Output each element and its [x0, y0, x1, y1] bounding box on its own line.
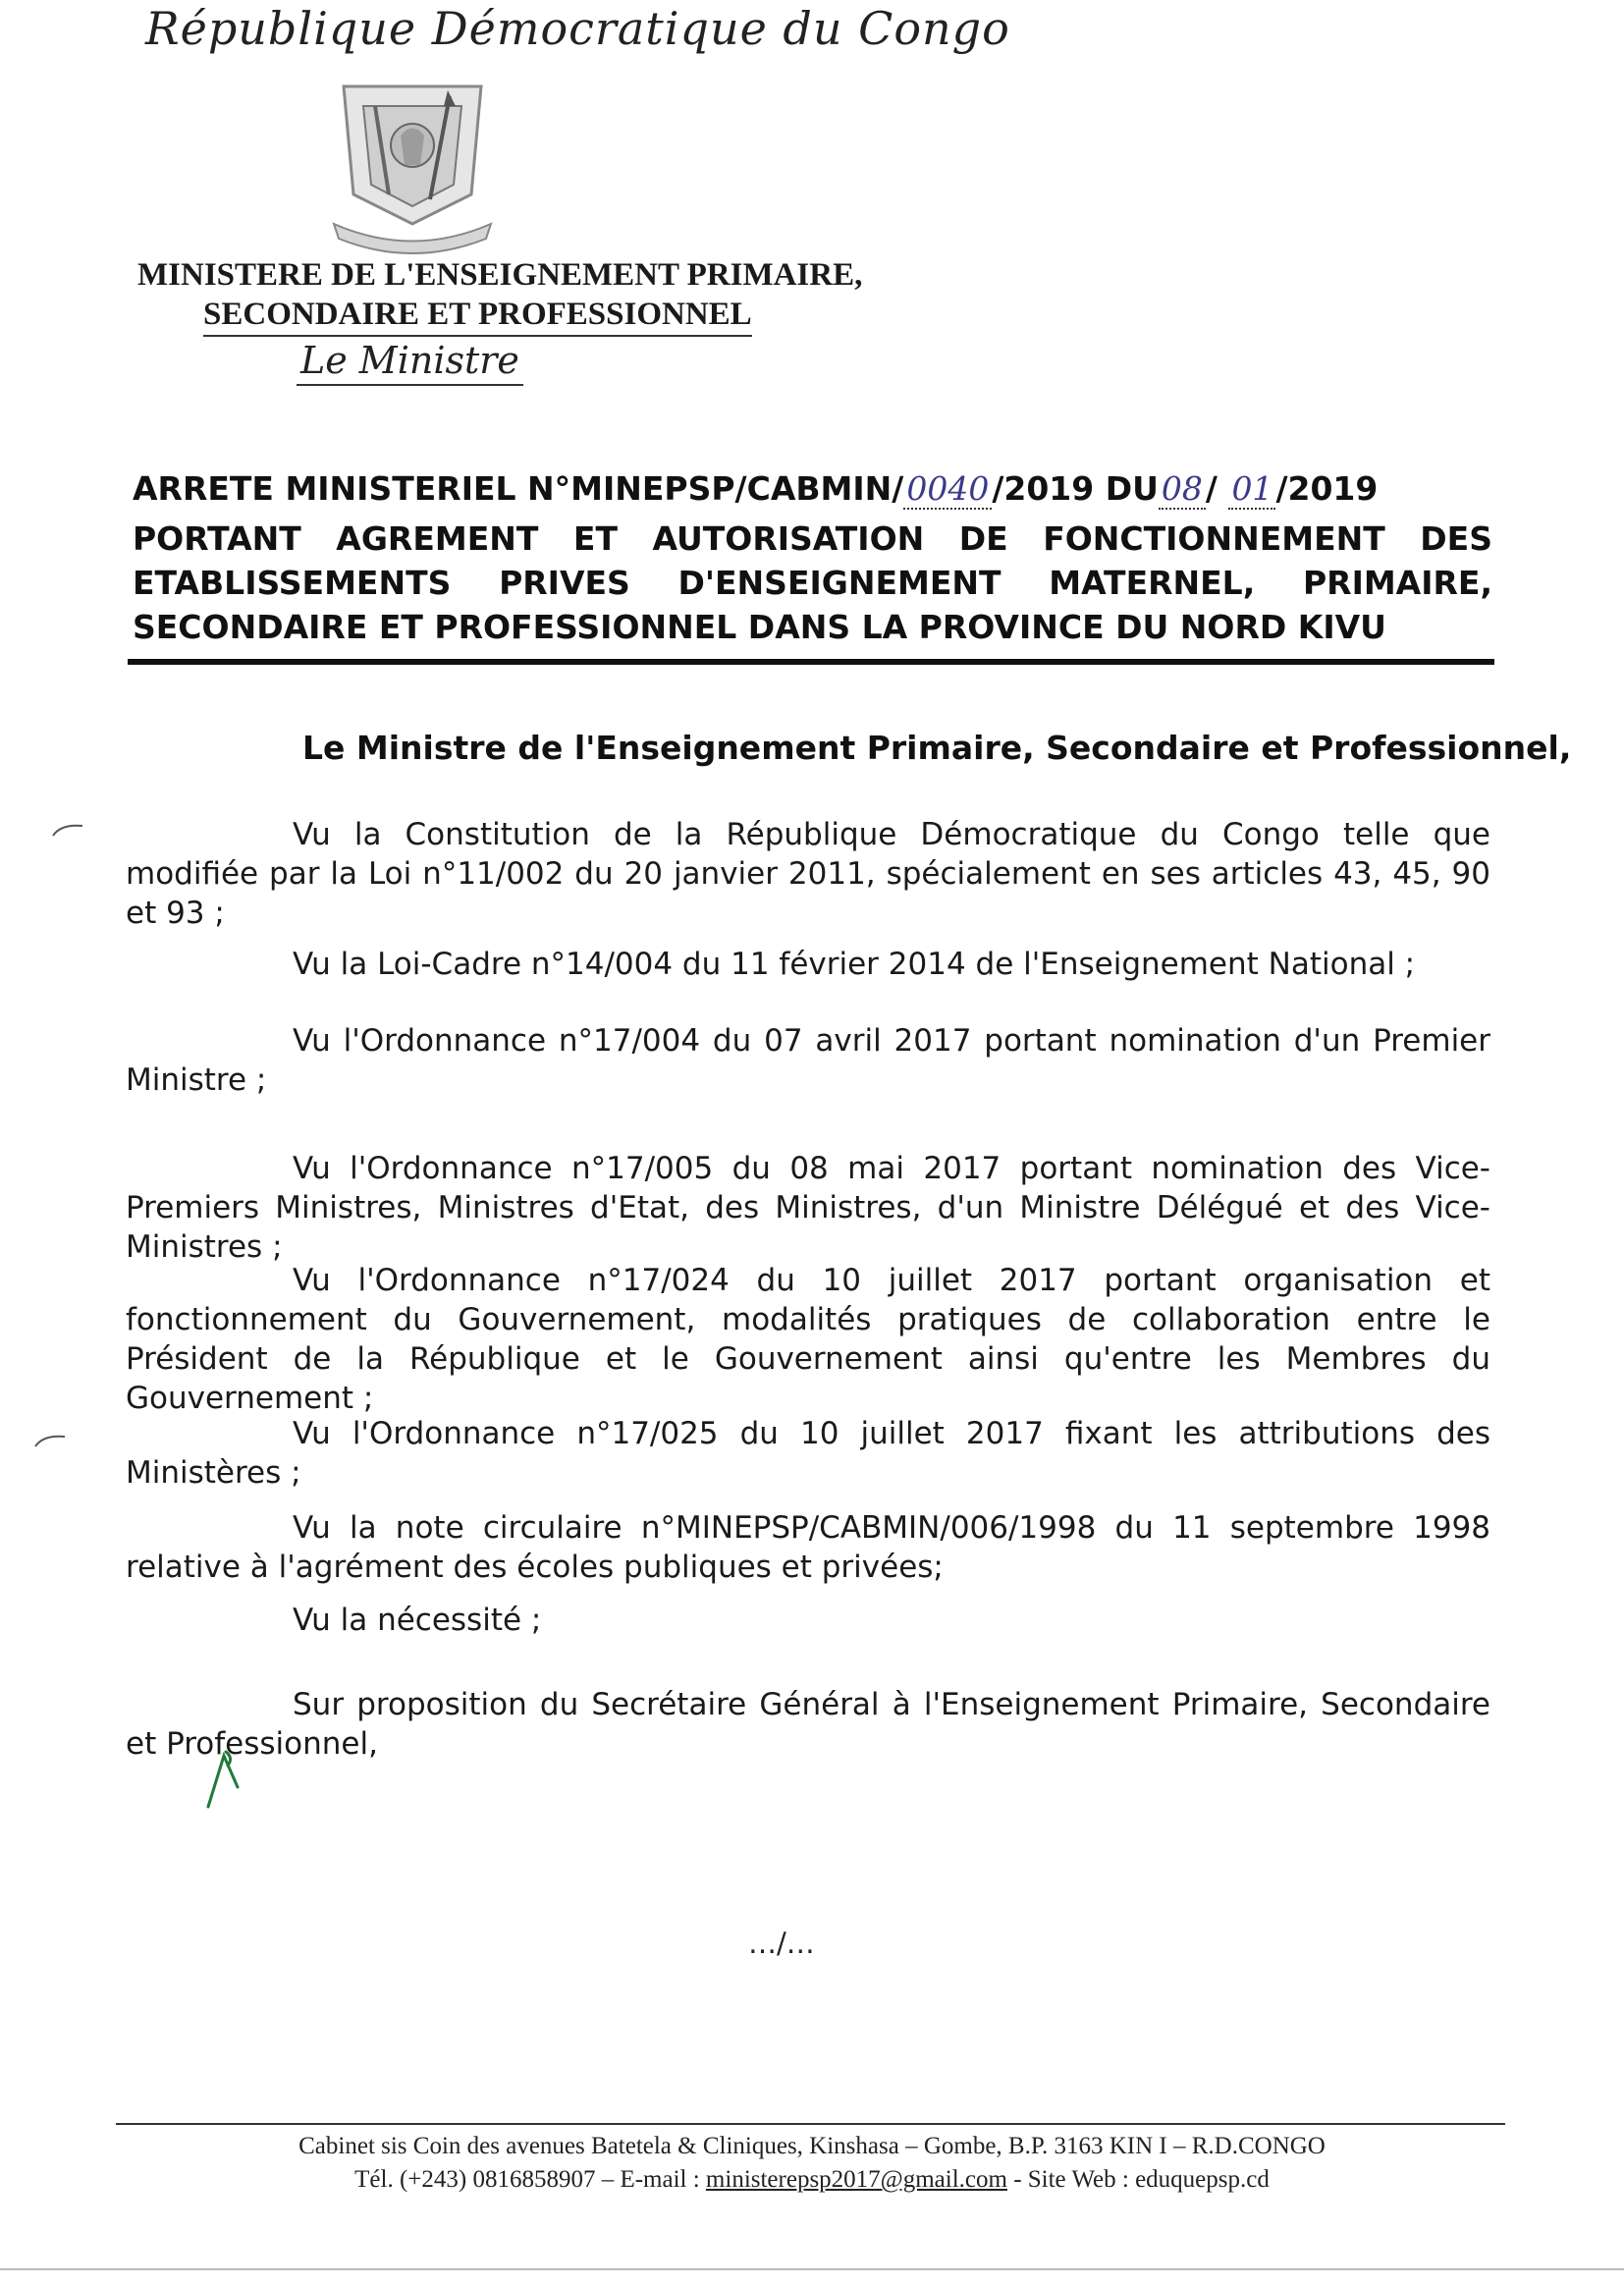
considerant-ordonnance-attributions: Vu l'Ordonnance n°17/025 du 10 juillet 2017 fixant les attributions des Ministères ; — [126, 1416, 1490, 1491]
footer-contact — [0, 2166, 1624, 2194]
ministry-name-line1: MINISTERE DE L'ENSEIGNEMENT PRIMAIRE, — [137, 257, 863, 293]
considerant-ordonnance-premier-ministre: Vu l'Ordonnance n°17/004 du 07 avril 2017 portant nomination d'un Premier Ministre ; — [126, 1023, 1490, 1098]
footer-phone: Tél. (+243) 0816858907 – E-mail : — [354, 2166, 706, 2193]
considerant-proposition: Sur proposition du Secrétaire Général à l'Enseignement Primaire, Secondaire et Professionnel, — [126, 1687, 1490, 1762]
considerant-loi-cadre: Vu la Loi-Cadre n°14/004 du 11 février 2014 de l'Enseignement National ; — [293, 947, 1416, 982]
considerant-constitution: Vu la Constitution de la République Démocratique du Congo telle que modifiée par la Loi n°11/002 du 20 janvier 2011, spécialement en ses articles 43, 45, 90 et 93 ; — [126, 817, 1490, 931]
margin-mark-icon — [33, 1434, 67, 1447]
title-divider — [128, 659, 1494, 665]
arrete-year: /2019 DU — [992, 469, 1159, 508]
arrete-day: 08 — [1159, 469, 1206, 510]
title-line-4: SECONDAIRE ET PROFESSIONNEL DANS LA PROVINCE DU NORD KIVU — [133, 608, 1386, 646]
date-separator: / — [1205, 469, 1229, 508]
footer-address: Cabinet sis Coin des avenues Batetela & Cliniques, Kinshasa – Gombe, B.P. 3163 KIN I – R.D.CONGO — [298, 2133, 1326, 2159]
considerant-ordonnance-ministres: Vu l'Ordonnance n°17/005 du 08 mai 2017 portant nomination des Vice-Premiers Ministres, Ministres d'Etat, des Ministres, d'un Ministre Délégué et des Vice-Ministres ; — [126, 1151, 1490, 1265]
footer-website: - Site Web : eduquepsp.cd — [1006, 2166, 1270, 2193]
footer-divider — [116, 2123, 1505, 2125]
title-line-2: PORTANT AGREMENT ET AUTORISATION DE FONCTIONNEMENT DES — [133, 519, 1492, 558]
minister-title: Le Ministre — [297, 339, 523, 386]
considerant-necessite: Vu la nécessité ; — [293, 1603, 542, 1638]
arrete-number: 0040 — [903, 469, 992, 510]
continued-marker: …/… — [748, 1927, 815, 1960]
handwritten-initial-icon — [204, 1748, 244, 1811]
title-line-3: ETABLISSEMENTS PRIVES D'ENSEIGNEMENT MATERNEL, PRIMAIRE, — [133, 564, 1492, 602]
arrete-month: 01 — [1228, 469, 1275, 510]
scan-edge — [0, 2268, 1624, 2270]
coat-of-arms-icon — [324, 77, 501, 258]
arrete-year-suffix: /2019 — [1275, 469, 1379, 508]
footer-email-link[interactable]: ministerepsp2017@gmail.com — [705, 2166, 1007, 2193]
arrete-prefix: ARRETE MINISTERIEL N°MINEPSP/CABMIN/ — [133, 469, 904, 508]
minister-subhead: Le Ministre de l'Enseignement Primaire, Secondaire et Professionnel, — [302, 729, 1572, 767]
considerant-note-circulaire: Vu la note circulaire n°MINEPSP/CABMIN/006/1998 du 11 septembre 1998 relative à l'agrément des écoles publiques et privées; — [126, 1510, 1490, 1585]
republic-heading: République Démocratique du Congo — [145, 2, 1010, 55]
margin-mark-icon — [51, 823, 84, 837]
considerant-ordonnance-gouvernement: Vu l'Ordonnance n°17/024 du 10 juillet 2017 portant organisation et fonctionnement du Gouvernement, modalités pratiques de collaboration entre le Président de la République et le Gouvernement ainsi qu'entre les Membres du Gouvernement ; — [126, 1263, 1490, 1416]
arrete-reference — [133, 469, 1492, 509]
ministry-name-line2: SECONDAIRE ET PROFESSIONNEL — [203, 297, 752, 337]
